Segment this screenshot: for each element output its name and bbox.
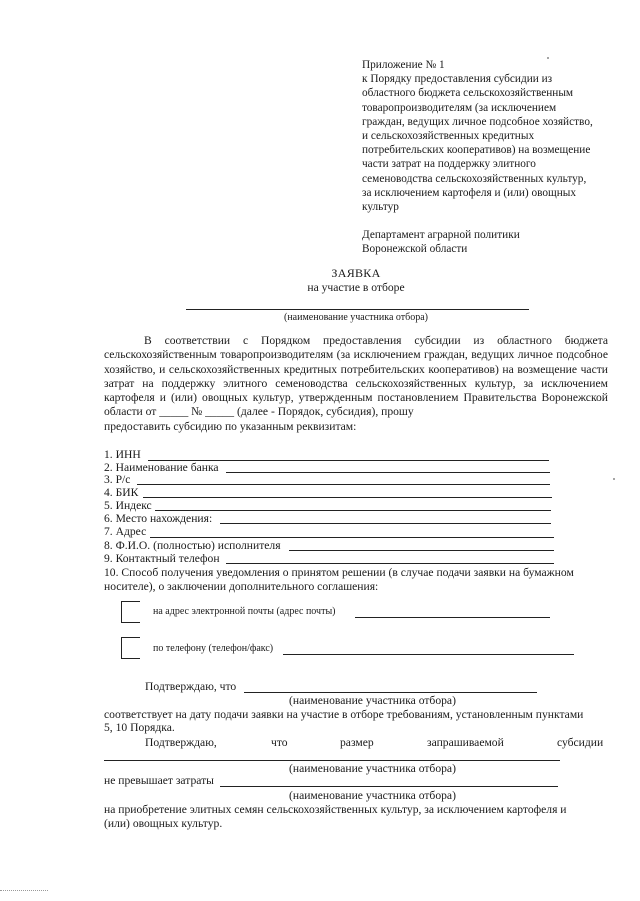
- executor-input[interactable]: [289, 550, 554, 551]
- confirm1-prefix: Подтверждаю, что: [145, 680, 237, 693]
- field-label-address: 7. Адрес: [104, 525, 147, 538]
- location-input[interactable]: [220, 523, 551, 524]
- confirm2-hint: (наименование участника отбора): [289, 762, 456, 775]
- appendix-line: и сельскохозяйственных кредитных: [362, 130, 535, 143]
- appendix-block: [362, 58, 612, 257]
- participant-name-hint: (наименование участника отбора): [284, 312, 428, 323]
- field-label-location: 6. Место нахождения:: [104, 512, 213, 525]
- email-option-label: на адрес электронной почты (адрес почты): [153, 606, 336, 617]
- confirm2-participant-input[interactable]: [104, 760, 560, 761]
- field-label-phone: 9. Контактный телефон: [104, 552, 220, 565]
- phone-option-label: по телефону (телефон/факс): [153, 643, 274, 654]
- phone-option-checkbox[interactable]: [121, 637, 140, 659]
- phone-fax-input[interactable]: [283, 654, 574, 655]
- document-subtitle: на участие в отборе: [307, 281, 405, 294]
- scan-speck: [613, 478, 615, 480]
- confirm2-word: субсидии: [557, 736, 604, 749]
- department-line: Департамент аграрной политики: [362, 229, 520, 242]
- confirm2-word: запрашиваемой: [427, 736, 504, 749]
- intro-text: В соответствии с Порядком предоставления субсидии из областного бюджета сельскохозяйственным товаропроизводителям (за исключением граждан, ведущих личное подсобное хозяйство, и сельскохозяйственных кредитных потребительских кооперативов) на возмещение части затрат на поддержку элитного семеноводства сельскохозяйственных культур, за исключением картофеля и (или) овощных культур, утвержденным постановлением Правительства Воронежской области от _____ № _____ (далее - Порядок, субсидия), прошу: [104, 334, 608, 419]
- document-title: ЗАЯВКА: [331, 266, 381, 280]
- notification-text-line2: носителе), о заключении дополнительного соглашения:: [104, 580, 379, 593]
- confirm1-continuation: соответствует на дату подачи заявки на участие в отборе требованиям, установленным пунктами: [104, 708, 584, 721]
- bik-input[interactable]: [143, 497, 552, 498]
- final-line2: (или) овощных культур.: [104, 817, 223, 830]
- email-address-input[interactable]: [355, 617, 550, 618]
- phone-input[interactable]: [226, 563, 554, 564]
- field-label-executor: 8. Ф.И.О. (полностью) исполнителя: [104, 539, 281, 552]
- field-label-bik: 4. БИК: [104, 486, 139, 499]
- appendix-line: за исключением картофеля и (или) овощных: [362, 186, 577, 199]
- bank-name-input[interactable]: [226, 472, 550, 473]
- field-label-index: 5. Индекс: [104, 499, 152, 512]
- appendix-line: граждан, ведущих личное подсобное хозяйство,: [362, 115, 593, 128]
- confirm2-word: что: [271, 736, 288, 749]
- confirm2-word: размер: [340, 736, 374, 749]
- email-option-checkbox[interactable]: [121, 601, 140, 623]
- appendix-line: семеноводства сельскохозяйственных культур,: [362, 172, 587, 185]
- department-line: Воронежской области: [362, 243, 468, 256]
- field-label-inn: 1. ИНН: [104, 448, 141, 461]
- appendix-line: культур: [362, 201, 399, 214]
- appendix-line: товаропроизводителям (за исключением: [362, 101, 557, 114]
- index-input[interactable]: [155, 510, 551, 511]
- field-label-bank: 2. Наименование банка: [104, 461, 219, 474]
- appendix-line: к Порядку предоставления субсидии из: [362, 73, 553, 86]
- confirm1-participant-input[interactable]: [244, 692, 537, 693]
- confirm1-continuation2: 5, 10 Порядка.: [104, 721, 175, 734]
- confirm2-word: Подтверждаю,: [145, 736, 217, 749]
- participant-name-input[interactable]: [186, 309, 529, 310]
- field-label-account: 3. Р/с: [104, 473, 131, 486]
- appendix-line: Приложение № 1: [362, 59, 445, 71]
- appendix-line: потребительских кооперативов) на возмещение: [362, 144, 591, 157]
- account-input[interactable]: [137, 484, 550, 485]
- confirm1-hint: (наименование участника отбора): [289, 694, 456, 707]
- costs-input[interactable]: [220, 786, 558, 787]
- notification-text-line1: 10. Способ получения уведомления о принятом решении (в случае подачи заявки на бумажном: [104, 566, 574, 579]
- confirm2-hint2: (наименование участника отбора): [289, 789, 456, 802]
- final-line1: на приобретение элитных семян сельскохозяйственных культур, за исключением картофеля и: [104, 803, 567, 816]
- address-input[interactable]: [150, 537, 554, 538]
- appendix-line: части затрат на поддержку элитного: [362, 158, 536, 171]
- scan-artifact-line: [0, 890, 48, 891]
- appendix-line: областного бюджета сельскохозяйственным: [362, 87, 574, 100]
- scan-speck: [547, 57, 549, 59]
- confirm2-line2-prefix: не превышает затраты: [104, 774, 214, 787]
- intro-paragraph: [104, 334, 608, 434]
- intro-last-line: предоставить субсидию по указанным реквизитам:: [104, 419, 357, 433]
